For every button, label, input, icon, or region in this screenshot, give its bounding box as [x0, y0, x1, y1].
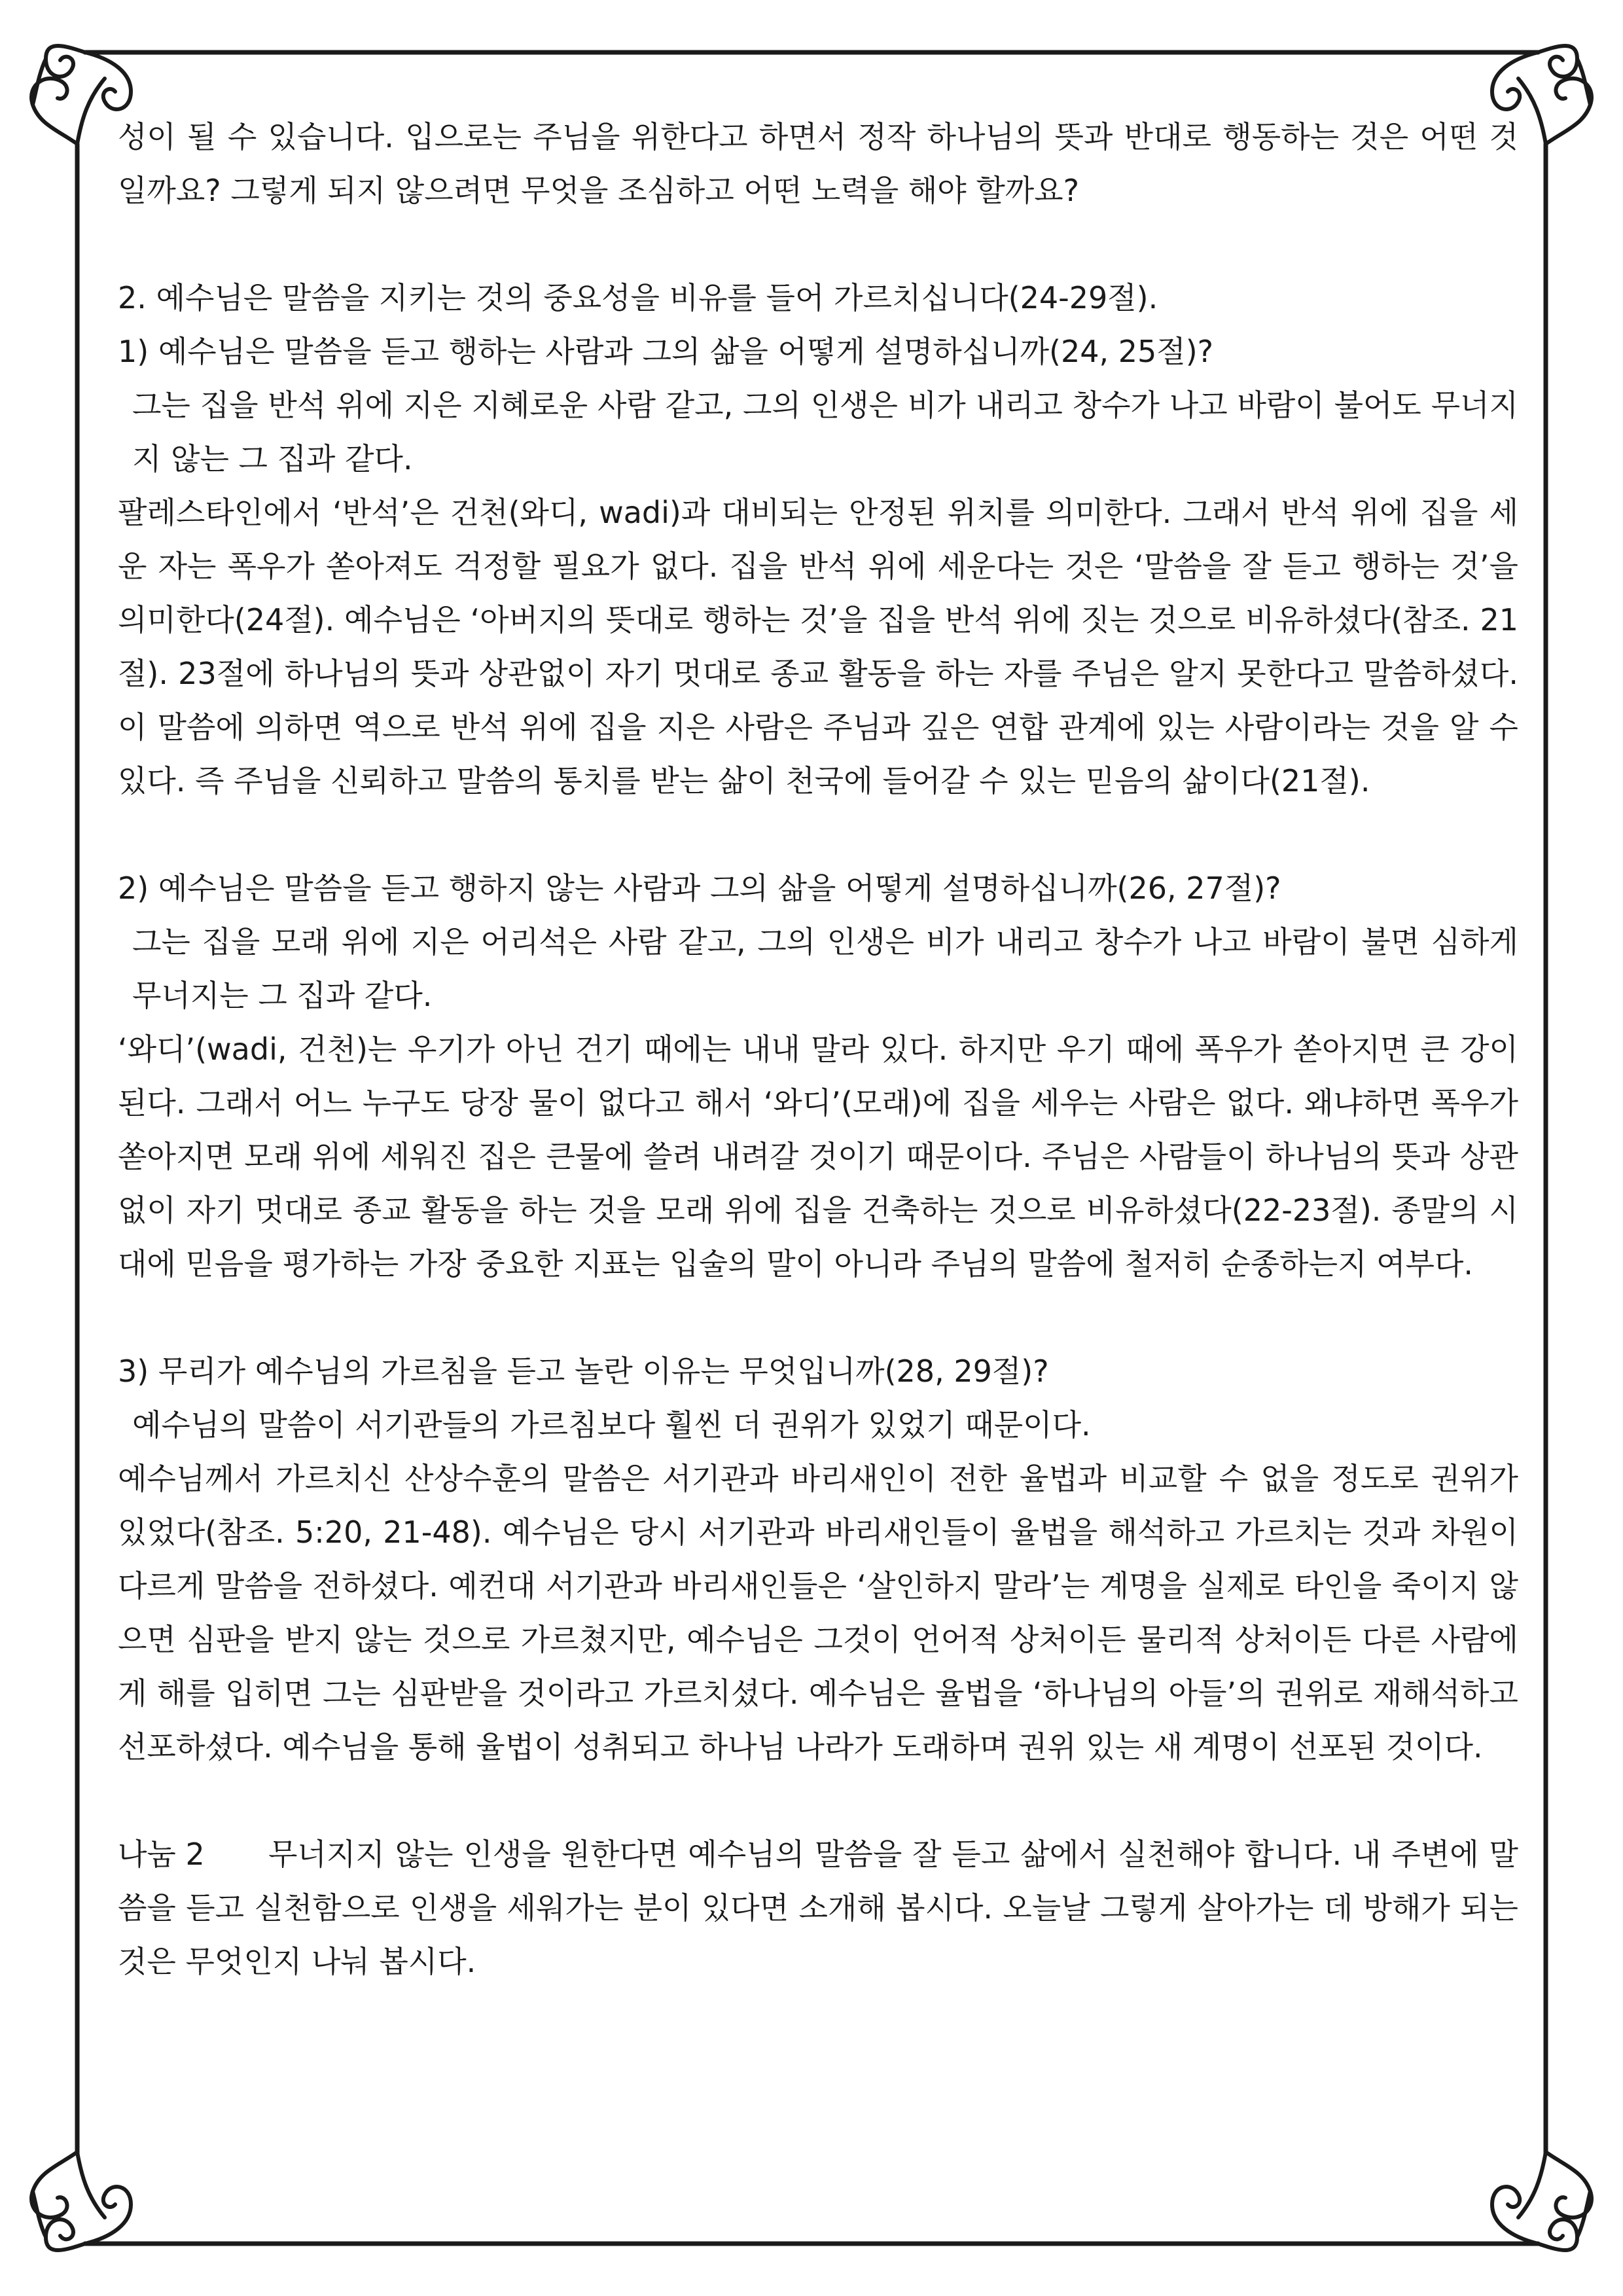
- document-body: [118, 110, 1518, 1988]
- corner-ornament-bottom-left: [31, 2152, 131, 2250]
- answer-3: 예수님의 말씀이 서기관들의 가르침보다 훨씬 더 권위가 있었기 때문이다.: [132, 1407, 1091, 1443]
- question-2-block: [118, 861, 1518, 1291]
- commentary-2: ‘와디’(wadi, 건천)는 우기가 아닌 건기 때에는 내내 말라 있다. 하지만 우기 때에 폭우가 쏟아지면 큰 강이 된다. 그래서 어느 누구도 당장 물이 없다고 해서 ‘와디’(모래)에 집을 세우는 사람은 없다. 왜냐하면 폭우가 쏟아지면 모래 위에 세워진 집은 큰물에 쓸려 내려갈 것이기 때문이다. 주님은 사람들이 하나님의 뜻과 상관없이 자기 멋대로 종교 활동을 하는 것을 모래 위에 집을 건축하는 것으로 비유하셨다(22-23절). 종말의 시대에 믿음을 평가하는 가장 중요한 지표는 입술의 말이 아니라 주님의 말씀에 철저히 순종하는지 여부다.: [118, 1031, 1518, 1282]
- spacer: [118, 1774, 1518, 1827]
- question-1: 1) 예수님은 말씀을 듣고 행하는 사람과 그의 삶을 어떻게 설명하십니까(24, 25절)?: [118, 334, 1214, 369]
- commentary-3: 예수님께서 가르치신 산상수훈의 말씀은 서기관과 바리새인이 전한 율법과 비교할 수 없을 정도로 권위가 있었다(참조. 5:20, 21-48). 예수님은 당시 서기관과 바리새인들이 율법을 해석하고 가르치는 것과 차원이 다르게 말씀을 전하셨다. 예컨대 서기관과 바리새인들은 ‘살인하지 말라’는 계명을 실제로 타인을 죽이지 않으면 심판을 받지 않는 것으로 가르쳤지만, 예수님은 그것이 언어적 상처이든 물리적 상처이든 다른 사람에게 해를 입히면 그는 심판받을 것이라고 가르치셨다. 예수님은 율법을 ‘하나님의 아들’의 권위로 재해석하고 선포하셨다. 예수님을 통해 율법이 성취되고 하나님 나라가 도래하며 권위 있는 새 계명이 선포된 것이다.: [118, 1461, 1518, 1765]
- sharing-2-label: 나눔 2: [118, 1837, 205, 1872]
- spacer: [118, 1291, 1518, 1344]
- answer-2: 그는 집을 모래 위에 지은 어리석은 사람 같고, 그의 인생은 비가 내리고 창수가 나고 바람이 불면 심하게 무너지는 그 집과 같다.: [132, 924, 1518, 1013]
- spacer: [118, 217, 1518, 271]
- spacer: [118, 808, 1518, 861]
- top-continuation-paragraph: 성이 될 수 있습니다. 입으로는 주님을 위한다고 하면서 정작 하나님의 뜻과 반대로 행동하는 것은 어떤 것일까요? 그렇게 되지 않으려면 무엇을 조심하고 어떤 노력을 해야 할까요?: [118, 119, 1518, 208]
- sharing-2-text: 무너지지 않는 인생을 원한다면 예수님의 말씀을 잘 듣고 삶에서 실천해야 합니다. 내 주변에 말씀을 듣고 실천함으로 인생을 세워가는 분이 있다면 소개해 봅시다. 오늘날 그렇게 살아가는 데 방해가 되는 것은 무엇인지 나눠 봅시다.: [118, 1837, 1518, 1979]
- corner-ornament-top-left: [31, 46, 131, 144]
- section-2-heading: 2. 예수님은 말씀을 지키는 것의 중요성을 비유를 들어 가르치십니다(24-29절).: [118, 280, 1158, 315]
- question-2: 2) 예수님은 말씀을 듣고 행하지 않는 사람과 그의 삶을 어떻게 설명하십니까(26, 27절)?: [118, 870, 1281, 906]
- question-1-block: [118, 325, 1518, 808]
- question-3-block: [118, 1344, 1518, 1774]
- answer-1: 그는 집을 반석 위에 지은 지혜로운 사람 같고, 그의 인생은 비가 내리고 창수가 나고 바람이 불어도 무너지지 않는 그 집과 같다.: [132, 387, 1518, 476]
- question-3: 3) 무리가 예수님의 가르침을 듣고 놀란 이유는 무엇입니까(28, 29절)?: [118, 1354, 1049, 1389]
- sharing-2-block: [118, 1827, 1518, 1988]
- commentary-1: 팔레스타인에서 ‘반석’은 건천(와디, wadi)과 대비되는 안정된 위치를 의미한다. 그래서 반석 위에 집을 세운 자는 폭우가 쏟아져도 걱정할 필요가 없다. 집을 반석 위에 세운다는 것은 ‘말씀을 잘 듣고 행하는 것’을 의미한다(24절). 예수님은 ‘아버지의 뜻대로 행하는 것’을 집을 반석 위에 짓는 것으로 비유하셨다(참조. 21절). 23절에 하나님의 뜻과 상관없이 자기 멋대로 종교 활동을 하는 자를 주님은 알지 못한다고 말씀하셨다. 이 말씀에 의하면 역으로 반석 위에 집을 지은 사람은 주님과 깊은 연합 관계에 있는 사람이라는 것을 알 수 있다. 즉 주님을 신뢰하고 말씀의 통치를 받는 삶이 천국에 들어갈 수 있는 믿음의 삶이다(21절).: [118, 495, 1518, 798]
- corner-ornament-bottom-right: [1492, 2152, 1592, 2250]
